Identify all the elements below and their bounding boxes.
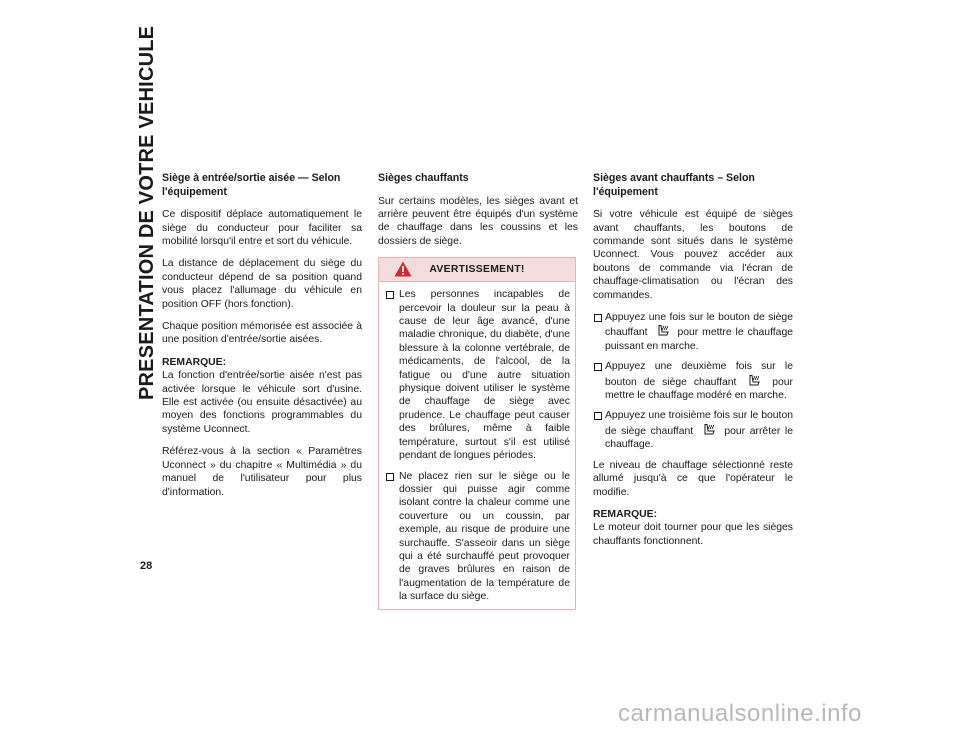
list-item-text: Appuyez une troisième fois sur le bouton de siège chauffant xyxy=(605,410,793,437)
heated-seat-icon xyxy=(747,374,761,387)
remark xyxy=(593,508,793,548)
list-item-text: pour mettre le chauffage modéré en marche. xyxy=(605,376,793,402)
heated-seat-icon xyxy=(656,324,670,337)
remark-text: La fonction d'entrée/sortie aisée n'est pas activée lorsque le véhicule sort d'usine. Elle est activée (ou ensuite désactivée) au moyen des fonctions programmables du système Uconnect. xyxy=(162,370,362,435)
warning-body xyxy=(379,282,575,608)
list-item-text: pour arrêter le chauffage. xyxy=(605,425,793,451)
remark-text: Le moteur doit tourner pour que les sièges chauffants fonctionnent. xyxy=(593,522,793,547)
bullet-square-icon xyxy=(386,473,394,481)
list-item-text: Appuyez une fois sur le bouton de siège chauffant xyxy=(605,312,793,339)
column-easy-entry xyxy=(162,172,362,508)
warning-title: AVERTISSEMENT! xyxy=(429,264,525,276)
warning-item-text: Les personnes incapables de percevoir la douleur sur la peau à cause de leur âge avancé, d'une maladie chronique, du diabète, d'une blessure à la colonne vertébrale, de médicaments, de l'alcool, de la fatigue ou d'une autre situation physique doivent utiliser le système de chauffage de siège avec prudence. Le chauffage peut causer des brûlures, même à faible température, surtout s'il est utilisé pendant de longues périodes. xyxy=(399,289,570,462)
heading-front-heated-seats: Sièges avant chauffants – Selon l'équipement xyxy=(593,172,755,198)
paragraph: Sur certains modèles, les sièges avant et arrière peuvent être équipés d'un système de chauffage dans les coussins et les dossiers de siège. xyxy=(378,195,578,247)
warning-item xyxy=(385,288,570,462)
paragraph: Ce dispositif déplace automatiquement le siège du conducteur pour faciliter sa mobilité lorsqu'il entre et sort du véhicule. xyxy=(162,209,362,247)
bullet-square-icon xyxy=(594,314,602,322)
warning-box xyxy=(378,257,576,609)
heading-easy-entry: Siège à entrée/sortie aisée — Selon l'équipement xyxy=(162,172,341,198)
paragraph: Chaque position mémorisée est associée à une position d'entrée/sortie aisées. xyxy=(162,321,362,346)
remark-label: REMARQUE: xyxy=(593,508,658,520)
watermark: carmanualsonline.info xyxy=(618,700,862,727)
heated-seat-icon xyxy=(702,423,716,436)
remark xyxy=(162,356,362,436)
section-side-title: PRESENTATION DE VOTRE VEHICULE xyxy=(136,25,158,400)
paragraph: La distance de déplacement du siège du conducteur dépend de sa position quand vous placez l'allumage du véhicule en position OFF (hors fonction). xyxy=(162,258,362,310)
list-item-text: pour mettre le chauffage puissant en marche. xyxy=(605,327,794,352)
list-item xyxy=(593,409,793,451)
page-number: 28 xyxy=(140,560,153,572)
bullet-square-icon xyxy=(594,363,602,371)
paragraph: Le niveau de chauffage sélectionné reste allumé jusqu'à ce que l'opérateur le modifie. xyxy=(593,459,793,498)
list-item-text: Appuyez une deuxième fois sur le bouton de siège chauffant xyxy=(605,361,793,388)
paragraph: Si votre véhicule est équipé de sièges avant chauffants, les boutons de commande sont situés dans le système Uconnect. Vous pouvez accéder aux boutons de commande via l'écran de chauffage-climatisation ou l'écran des commandes. xyxy=(593,209,793,301)
bullet-square-icon xyxy=(386,291,394,299)
column-front-heated-seats xyxy=(593,172,793,557)
bullet-square-icon xyxy=(594,412,602,420)
warning-item xyxy=(385,470,570,604)
list-item xyxy=(593,360,793,402)
heading-heated-seats: Sièges chauffants xyxy=(378,172,469,184)
list-item xyxy=(593,311,793,353)
remark-label: REMARQUE: xyxy=(162,356,227,368)
warning-header xyxy=(379,258,575,282)
paragraph: Référez-vous à la section « Paramètres Uconnect » du chapitre « Multimédia » du manuel de l'utilisateur pour plus d'information. xyxy=(162,446,362,498)
warning-item-text: Ne placez rien sur le siège ou le dossier qui puisse agir comme isolant contre la chaleur comme une couverture ou un coussin, par exemple, au risque de produire une surchauffe. S'asseoir dans un siège qui a été surchauffé peut provoquer de graves brûlures en raison de l'augmentation de la température de la surface du siège. xyxy=(399,470,570,603)
column-heated-seats xyxy=(378,172,578,610)
